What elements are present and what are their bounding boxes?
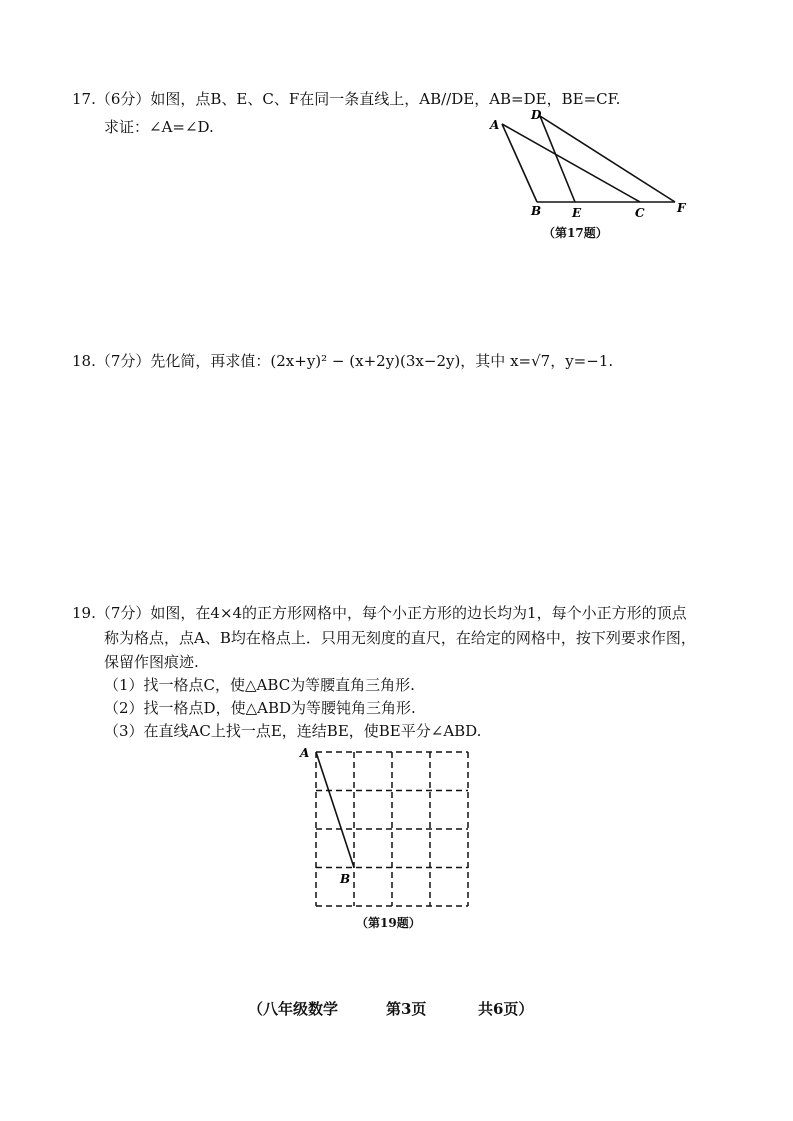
q17-caption: （第17题） — [543, 226, 608, 240]
q19-text-line2: 称为格点，点A、B均在格点上．只用无刻度的直尺，在给定的网格中，按下列要求作图， — [104, 629, 696, 647]
footer-page-number: 第3页 — [386, 1000, 427, 1018]
q19-label-b: B — [340, 872, 351, 886]
q17-segment-de — [540, 116, 575, 202]
q19-label-a: A — [300, 746, 310, 760]
footer-total-pages: 共6页） — [478, 1000, 534, 1018]
q19-caption: （第19题） — [356, 916, 421, 930]
q17-label-e: E — [572, 206, 582, 220]
q17-label-b: B — [531, 204, 542, 218]
q19-item1: （1）找一格点C，使△ABC为等腰直角三角形. — [104, 676, 415, 694]
q19-item2: （2）找一格点D，使△ABD为等腰钝角三角形. — [104, 699, 416, 717]
q19-segment-ab — [316, 752, 354, 868]
q17-label-f: F — [677, 201, 686, 215]
q17-label-d: D — [531, 108, 542, 122]
q19-grid-figure — [296, 742, 476, 912]
q17-text-line2: 求证：∠A=∠D. — [104, 118, 214, 136]
q19-item3: （3）在直线AC上找一点E，连结BE，使BE平分∠ABD. — [104, 722, 482, 740]
footer-subject: （八年级数学 — [248, 1000, 339, 1018]
q17-figure — [485, 104, 695, 222]
q18-text-line1: 18.（7分）先化简，再求值：(2x+y)² − (x+2y)(3x−2y)，其中 x=√7，y=−1. — [72, 352, 614, 370]
q17-segment-df — [540, 116, 675, 202]
q19-text-line3: 保留作图痕迹. — [104, 653, 199, 671]
q17-segment-ab — [502, 124, 537, 202]
q19-grid — [316, 752, 468, 906]
q17-label-c: C — [635, 206, 645, 220]
q17-label-a: A — [490, 118, 500, 132]
q19-text-line1: 19.（7分）如图，在4×4的正方形网格中，每个小正方形的边长均为1，每个小正方形的顶点 — [72, 604, 687, 622]
q17-text-line1: 17.（6分）如图，点B、E、C、F在同一条直线上，AB//DE，AB=DE，BE=CF. — [72, 90, 621, 108]
